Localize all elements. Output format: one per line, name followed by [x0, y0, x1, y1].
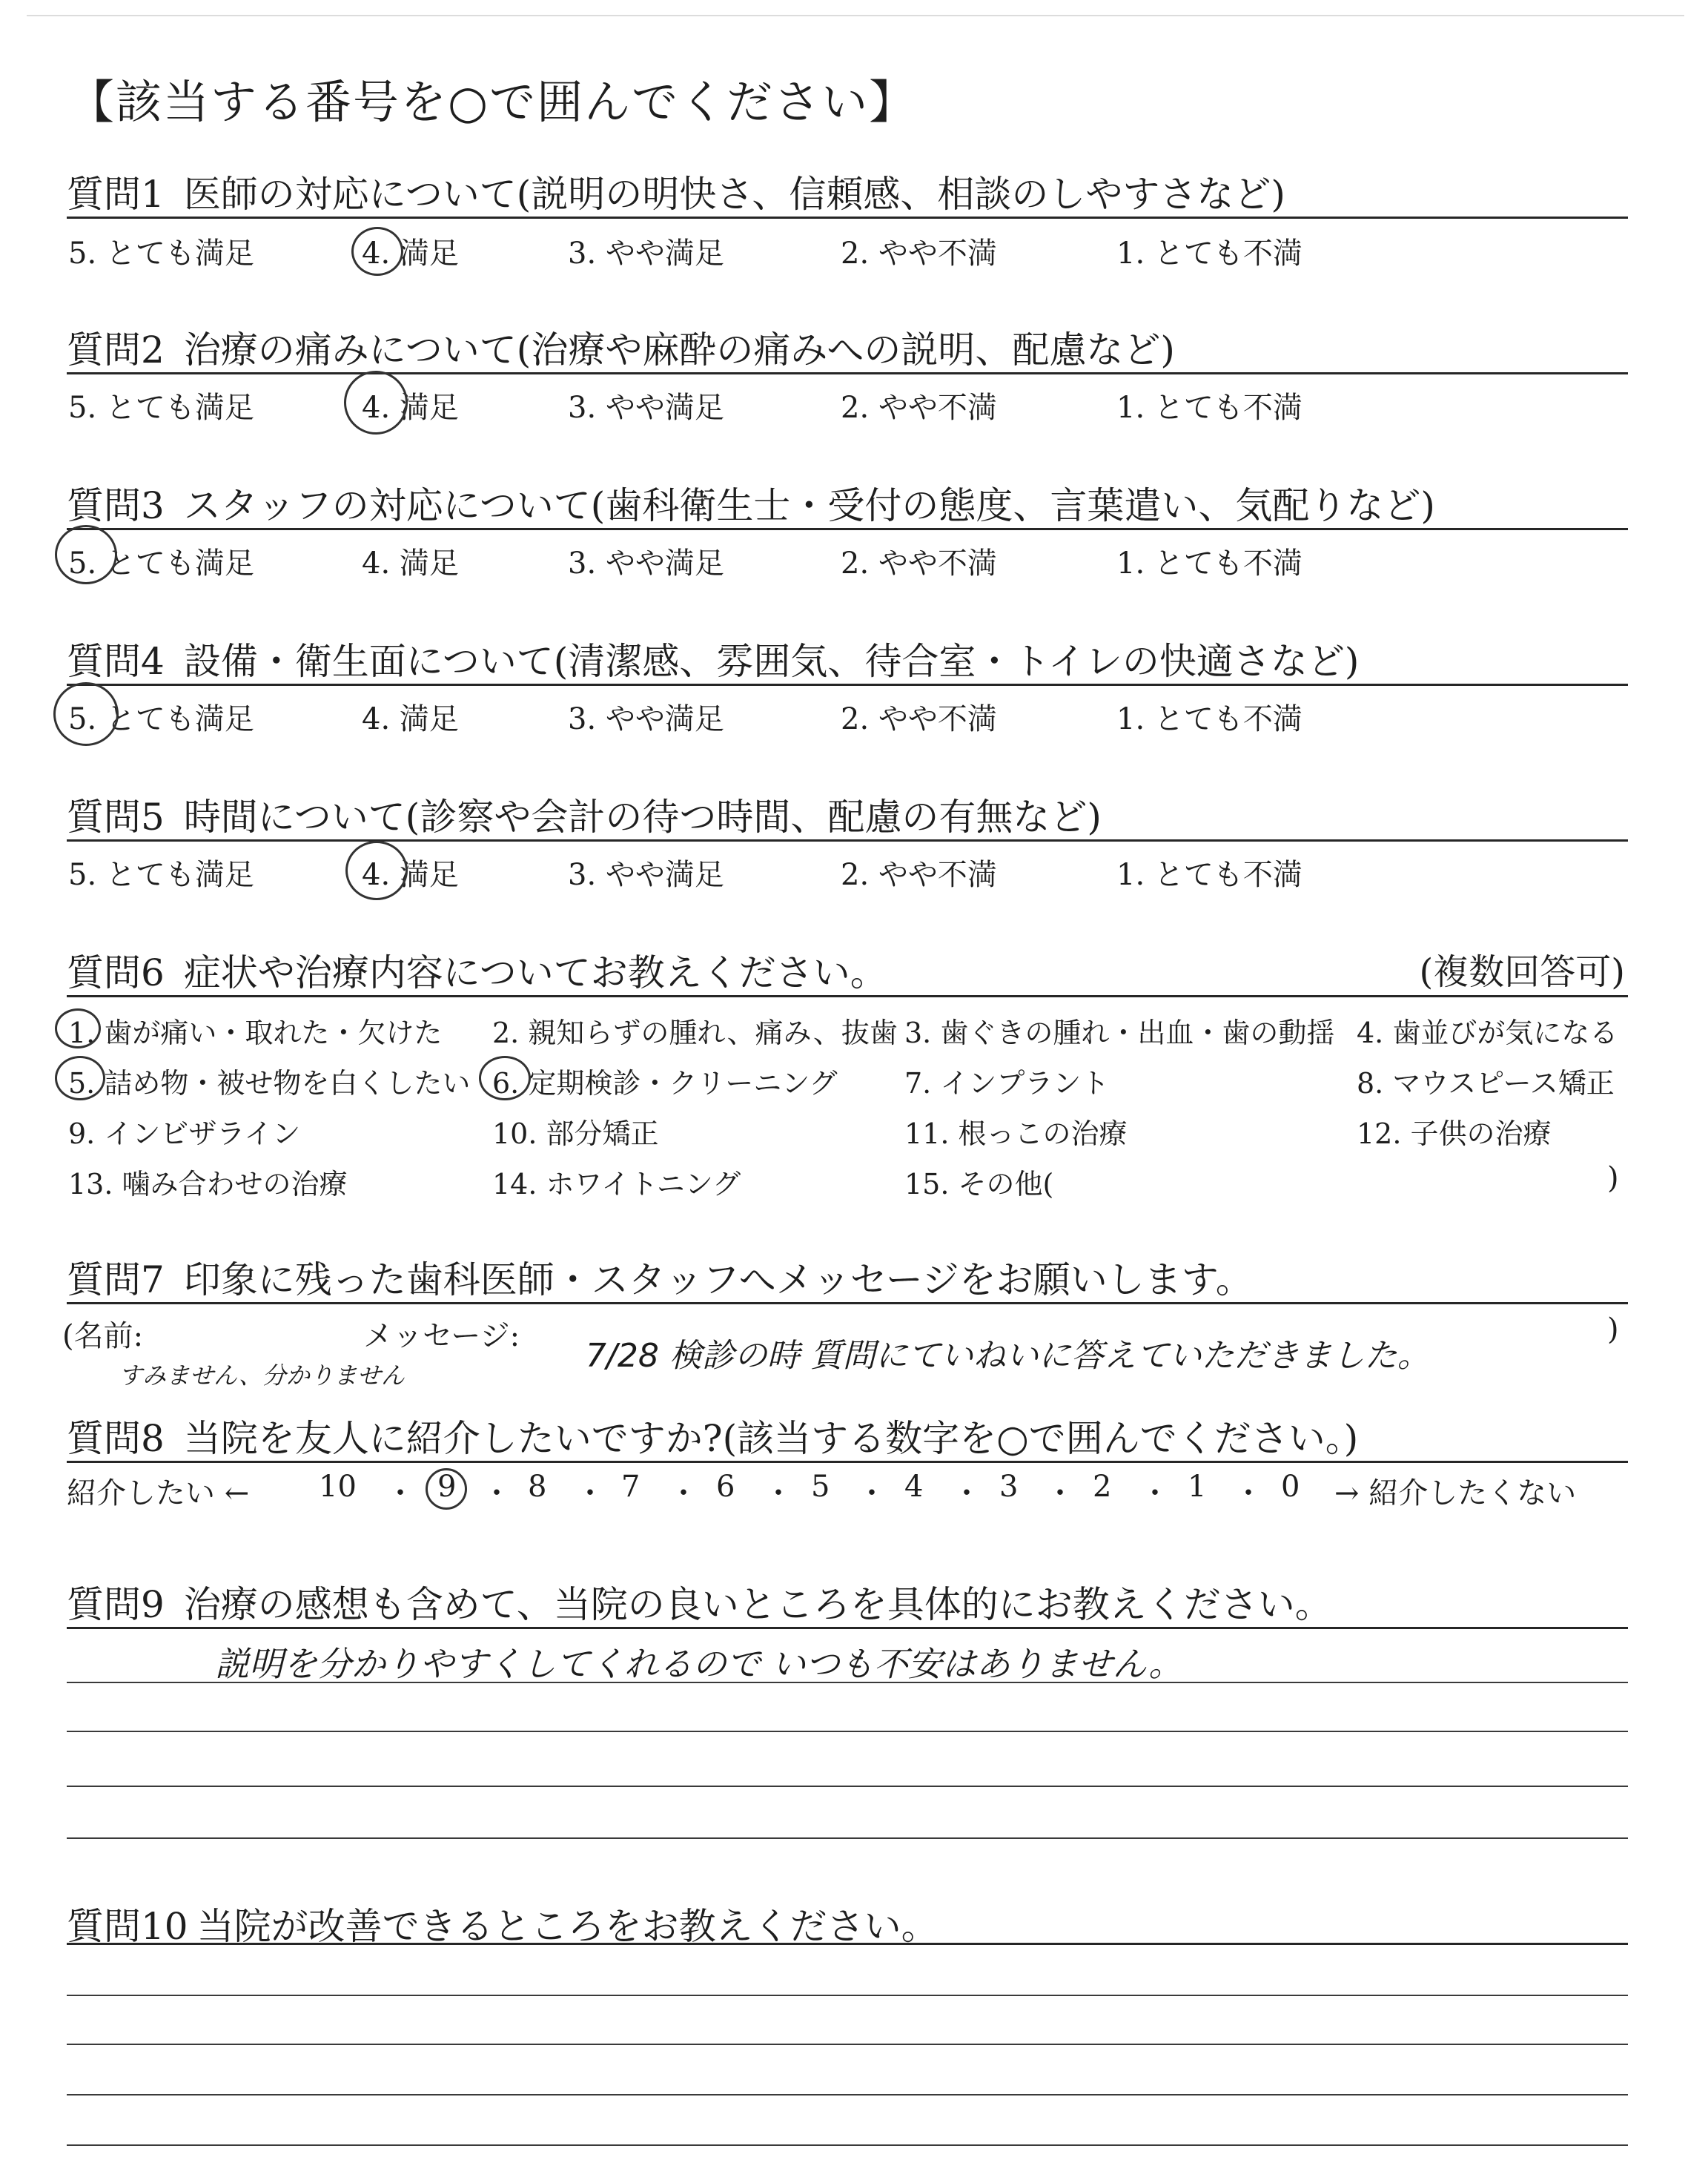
q4-option-3[interactable]: 3. やや満足: [568, 702, 724, 736]
q3-selected-circle: [55, 525, 117, 584]
question-5-rule: [67, 839, 1628, 842]
q8-dot: ・: [764, 1476, 793, 1510]
q8-scale-5[interactable]: 5: [811, 1470, 830, 1504]
q7-name-label: (名前:: [62, 1319, 144, 1353]
q7-handwritten-name[interactable]: すみません、分かりません: [119, 1361, 405, 1390]
question-6-multiple-note: (複数回答可): [1419, 951, 1625, 993]
q5-option-2[interactable]: 2. やや不満: [841, 858, 997, 892]
question-6-text: 症状や治療内容についてお教えください。: [183, 951, 887, 994]
q1-option-5[interactable]: 5. とても満足: [68, 237, 254, 271]
question-1-rule: [67, 217, 1628, 219]
question-4-text: 設備・衛生面について(清潔感、雰囲気、待合室・トイレの快適さなど): [183, 640, 1360, 683]
q5-option-3[interactable]: 3. やや満足: [568, 858, 724, 892]
q8-dot: ・: [857, 1476, 887, 1510]
question-5-text: 時間について(診察や会計の待つ時間、配慮の有無など): [183, 796, 1102, 839]
question-2-text: 治療の痛みについて(治療や麻酔の痛みへの説明、配慮など): [183, 328, 1175, 371]
q4-option-1[interactable]: 1. とても不満: [1116, 702, 1302, 736]
question-6-rule: [67, 995, 1628, 997]
q8-right-label: → 紹介したくない: [1334, 1476, 1577, 1510]
question-4-number: 質問4: [67, 640, 165, 683]
q6-option-10[interactable]: 10. 部分矯正: [492, 1117, 659, 1150]
q8-dot: ・: [1045, 1476, 1075, 1510]
q8-dot: ・: [669, 1476, 698, 1510]
question-2-title: [67, 320, 1175, 374]
question-8-title: [67, 1409, 1358, 1462]
question-1-text: 医師の対応について(説明の明快さ、信頼感、相談のしやすさなど): [183, 173, 1285, 216]
q6-option-2[interactable]: 2. 親知らずの腫れ、痛み、抜歯: [492, 1017, 898, 1049]
q2-option-1[interactable]: 1. とても不満: [1116, 391, 1302, 425]
question-4-rule: [67, 684, 1628, 686]
question-9-text: 治療の感想も含めて、当院の良いところを具体的にお教えください。: [183, 1583, 1332, 1626]
q8-scale-1[interactable]: 1: [1188, 1470, 1207, 1504]
q2-selected-circle: [344, 371, 408, 435]
q5-option-1[interactable]: 1. とても不満: [1116, 858, 1302, 892]
q5-option-5[interactable]: 5. とても満足: [68, 858, 254, 892]
q3-option-5[interactable]: 5. とても満足: [68, 546, 254, 581]
question-5-title: [67, 787, 1102, 841]
q2-option-2[interactable]: 2. やや不満: [841, 391, 997, 425]
q2-option-4[interactable]: 4. 満足: [362, 391, 459, 425]
q5-option-4[interactable]: 4. 満足: [362, 858, 459, 892]
instruction-heading: 【該当する番号を○で囲んでください】: [68, 75, 917, 129]
q1-option-3[interactable]: 3. やや満足: [568, 237, 724, 271]
q8-scale-0[interactable]: 0: [1281, 1470, 1300, 1504]
question-6-number: 質問6: [67, 951, 165, 994]
q6-option-14[interactable]: 14. ホワイトニング: [492, 1168, 741, 1200]
q6-option-13[interactable]: 13. 噛み合わせの治療: [68, 1168, 348, 1200]
q9-handwritten-answer[interactable]: 説明を分かりやすくしてくれるので いつも不安はありません。: [215, 1644, 1183, 1684]
q8-dot: ・: [952, 1476, 982, 1510]
q1-option-4[interactable]: 4. 満足: [362, 237, 459, 271]
question-10-number: 質問10: [67, 1905, 188, 1948]
q6-option-3[interactable]: 3. 歯ぐきの腫れ・出血・歯の動揺: [904, 1017, 1335, 1049]
q9-answer-line-2: [67, 1731, 1628, 1732]
question-2-number: 質問2: [67, 328, 165, 371]
q6-option-15[interactable]: 15. その他(: [904, 1168, 1054, 1200]
q8-dot: ・: [385, 1476, 415, 1510]
question-7-rule: [67, 1302, 1628, 1304]
q7-message-label: メッセージ:: [363, 1319, 520, 1353]
q3-option-1[interactable]: 1. とても不満: [1116, 546, 1302, 581]
question-10-rule: [67, 1943, 1628, 1945]
q2-option-5[interactable]: 5. とても満足: [68, 391, 254, 425]
q1-option-1[interactable]: 1. とても不満: [1116, 237, 1302, 271]
q6-option-8[interactable]: 8. マウスピース矯正: [1357, 1067, 1615, 1100]
question-6-title: [67, 943, 887, 997]
q10-answer-line-3: [67, 2094, 1628, 2095]
q6-selected-circle-5: [55, 1056, 105, 1100]
q5-selected-circle: [345, 841, 408, 900]
q8-scale-10[interactable]: 10: [319, 1470, 357, 1504]
q6-selected-circle-6: [479, 1056, 531, 1100]
q4-option-5[interactable]: 5. とても満足: [68, 702, 254, 736]
question-3-text: スタッフの対応について(歯科衛生士・受付の態度、言葉遣い、気配りなど): [183, 484, 1435, 527]
q10-answer-line-4: [67, 2144, 1628, 2146]
question-3-number: 質問3: [67, 484, 165, 527]
q6-option-11[interactable]: 11. 根っこの治療: [904, 1117, 1128, 1150]
question-7-title: [67, 1250, 1253, 1304]
q8-scale-8[interactable]: 8: [528, 1470, 547, 1504]
q3-option-4[interactable]: 4. 満足: [362, 546, 459, 581]
q6-option-12[interactable]: 12. 子供の治療: [1357, 1117, 1552, 1150]
q6-option-6[interactable]: 6. 定期検診・クリーニング: [492, 1067, 838, 1100]
q8-scale-6[interactable]: 6: [716, 1470, 735, 1504]
q8-dot: ・: [575, 1476, 605, 1510]
q8-scale-7[interactable]: 7: [621, 1470, 640, 1504]
q8-dot: ・: [1140, 1476, 1170, 1510]
q8-dot: ・: [482, 1476, 512, 1510]
question-3-rule: [67, 528, 1628, 530]
question-9-number: 質問9: [67, 1583, 165, 1626]
q9-answer-line-4: [67, 1837, 1628, 1839]
q4-option-4[interactable]: 4. 満足: [362, 702, 459, 736]
q8-scale-3[interactable]: 3: [999, 1470, 1019, 1504]
question-5-number: 質問5: [67, 796, 165, 839]
question-4-title: [67, 632, 1359, 685]
q3-option-3[interactable]: 3. やや満足: [568, 546, 724, 581]
question-8-number: 質問8: [67, 1417, 165, 1460]
question-9-rule: [67, 1627, 1628, 1629]
q6-option-5[interactable]: 5. 詰め物・被せ物を白くしたい: [68, 1067, 471, 1100]
q3-option-2[interactable]: 2. やや不満: [841, 546, 997, 581]
q6-option-7[interactable]: 7. インプラント: [904, 1067, 1110, 1100]
question-9-title: [67, 1575, 1332, 1628]
question-1-number: 質問1: [67, 173, 165, 216]
q10-answer-line-1: [67, 1995, 1628, 1996]
q8-left-label: 紹介したい ←: [67, 1476, 250, 1510]
question-7-text: 印象に残った歯科医師・スタッフへメッセージをお願いします。: [183, 1258, 1253, 1301]
question-8-rule: [67, 1461, 1628, 1463]
q8-selected-circle: [426, 1468, 467, 1510]
q1-selected-circle: [351, 227, 403, 276]
question-1-title: [67, 165, 1285, 218]
q10-answer-line-2: [67, 2044, 1628, 2045]
question-8-text: 当院を友人に紹介したいですか?(該当する数字を○で囲んでください。): [183, 1417, 1359, 1460]
q1-option-2[interactable]: 2. やや不満: [841, 237, 997, 271]
q8-scale-4[interactable]: 4: [904, 1470, 924, 1504]
question-10-text: 当院が改善できるところをお教えください。: [196, 1905, 939, 1948]
question-7-number: 質問7: [67, 1258, 165, 1301]
q9-answer-line-3: [67, 1786, 1628, 1787]
q4-selected-circle: [53, 682, 119, 746]
q6-selected-circle-1: [55, 1008, 101, 1048]
question-2-rule: [67, 372, 1628, 374]
question-3-title: [67, 476, 1435, 529]
q6-option-4[interactable]: 4. 歯並びが気になる: [1357, 1017, 1618, 1049]
q8-scale-2[interactable]: 2: [1093, 1470, 1112, 1504]
q8-scale-9[interactable]: 9: [437, 1470, 457, 1504]
q7-close-paren: ): [1607, 1312, 1619, 1347]
q8-dot: ・: [1234, 1476, 1263, 1510]
q9-answer-line-1: [67, 1682, 1628, 1683]
q4-option-2[interactable]: 2. やや不満: [841, 702, 997, 736]
q7-handwritten-message[interactable]: 7/28 検診の時 質問にていねいに答えていただきました。: [586, 1337, 1430, 1375]
q6-option-9[interactable]: 9. インビザライン: [68, 1117, 301, 1150]
q2-option-3[interactable]: 3. やや満足: [568, 391, 724, 425]
q6-option-1[interactable]: 1. 歯が痛い・取れた・欠けた: [68, 1017, 443, 1049]
top-divider: [27, 15, 1684, 16]
q6-other-close-paren: ): [1607, 1161, 1619, 1195]
